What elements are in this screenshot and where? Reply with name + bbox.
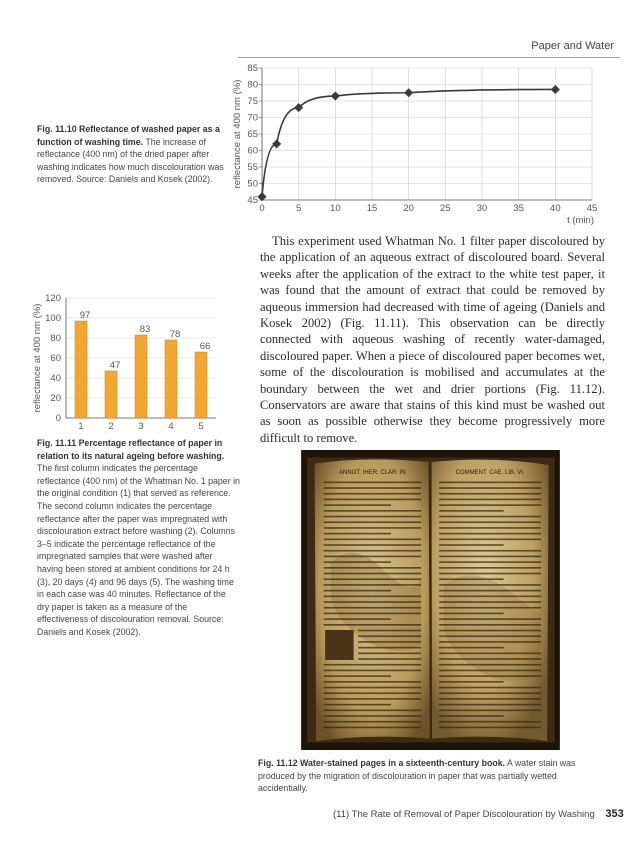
text-line: [439, 704, 541, 706]
text-line: [324, 681, 422, 683]
y-tick-label: 50: [247, 178, 258, 190]
y-tick-label: 40: [50, 373, 61, 384]
data-point: [331, 92, 340, 101]
text-line: [439, 539, 541, 541]
x-tick-label: 25: [440, 203, 451, 214]
figure-11-10-caption-title: Fig. 11.10 Reflectance of washed paper as a function of washing time.: [37, 124, 220, 147]
y-tick-label: 0: [55, 413, 61, 424]
x-axis-label: t (min): [567, 215, 594, 226]
y-tick-label: 85: [247, 63, 258, 74]
text-line: [358, 635, 421, 637]
y-tick-label: 80: [247, 79, 258, 91]
text-line: [439, 698, 541, 700]
bar: [165, 340, 177, 418]
x-tick-label: 1: [78, 421, 84, 432]
x-tick-label: 20: [403, 203, 414, 214]
figure-11-11-caption-source: Source: Daniels and Kosek (2002).: [37, 614, 224, 637]
text-line: [324, 516, 422, 518]
text-line: [324, 504, 392, 506]
y-tick-label: 120: [45, 293, 61, 304]
text-line: [439, 521, 541, 523]
y-axis-label: reflectance at 400 nm (%): [32, 303, 43, 413]
bar: [75, 321, 87, 418]
text-line: [324, 590, 392, 592]
footer-text: (11) The Rate of Removal of Paper Discolouration by Washing: [333, 809, 595, 820]
text-line: [439, 664, 541, 666]
text-line: [439, 504, 541, 506]
figure-11-12-caption-body: A water stain was produced by the migration of discolouration in paper that was partially wetted accidentially.: [258, 758, 576, 794]
text-line: [324, 710, 422, 712]
running-head: Paper and Water: [531, 40, 614, 52]
text-line: [439, 721, 541, 723]
text-line: [439, 493, 541, 495]
text-line: [324, 521, 422, 523]
text-line: [324, 607, 422, 609]
text-line: [324, 618, 392, 620]
y-tick-label: 20: [50, 393, 61, 404]
text-line: [439, 527, 541, 529]
figure-11-12-photo: [258, 450, 603, 750]
text-line: [324, 499, 422, 501]
figure-11-10-caption-body: The increase of reflectance (400 nm) of the dried paper after washing indicates how much discolouration was removed.: [37, 136, 224, 185]
text-line: [324, 550, 422, 552]
text-line: [439, 653, 541, 655]
figure-11-10-line-chart: [228, 60, 620, 226]
y-tick-label: 60: [247, 145, 258, 157]
text-line: [324, 727, 422, 729]
text-line: [324, 721, 422, 723]
bar-data-label: 47: [109, 360, 121, 371]
text-line: [324, 561, 392, 563]
book-gutter: [430, 462, 431, 740]
text-line: [324, 556, 422, 558]
text-line: [324, 692, 422, 694]
text-line: [439, 596, 541, 598]
text-line: [324, 544, 422, 546]
y-tick-label: 60: [50, 353, 61, 364]
data-point: [272, 139, 281, 148]
x-tick-label: 35: [513, 203, 524, 214]
text-line: [324, 698, 422, 700]
text-line: [358, 658, 421, 660]
text-line: [439, 556, 541, 558]
text-line: [324, 533, 392, 535]
text-line: [439, 675, 541, 677]
text-line: [439, 715, 504, 717]
left-page-header: ANNOT. IHER. CLAR. IN: [339, 470, 406, 476]
text-line: [324, 715, 422, 717]
page-footer: [333, 808, 624, 820]
text-line: [439, 658, 541, 660]
text-line: [439, 482, 541, 484]
text-line: [324, 487, 422, 489]
text-line: [439, 692, 541, 694]
figure-11-11-bar-chart: [30, 290, 220, 435]
text-line: [439, 613, 504, 615]
text-line: [324, 687, 422, 689]
y-tick-label: 75: [247, 96, 258, 107]
text-line: [439, 641, 541, 643]
x-tick-label: 10: [330, 203, 341, 214]
text-line: [439, 567, 541, 569]
x-tick-label: 40: [550, 203, 561, 214]
text-line: [439, 544, 504, 546]
text-line: [439, 624, 541, 626]
text-line: [324, 493, 422, 495]
text-line: [439, 630, 541, 632]
text-line: [439, 499, 541, 501]
y-tick-label: 80: [50, 333, 61, 344]
x-tick-label: 5: [296, 203, 302, 214]
text-line: [439, 710, 541, 712]
body-paragraph-text: This experiment used Whatman No. 1 filter paper discoloured by the application of an aqueous extract of discoloured board. Several weeks after the application of the extract to the white test paper, it was found that the amount of extract that could be removed by aqueous immersion had decreased with time of ageing (Daniels and Kosek 2002) (Fig. 11.11). This observation can be directly connected with aqueous washing of recently water-damaged, discoloured paper. When a piece of discoloured paper becomes wet, some of the discolouration is mobilised and accumulates at the boundary between the wet and drier portions (Fig. 11.12). Conservators are aware that stains of this kind must be washed out as soon as possible otherwise they become progressively more difficult to remove.: [260, 234, 605, 445]
text-line: [439, 647, 504, 649]
x-tick-label: 0: [259, 203, 265, 214]
text-line: [324, 675, 392, 677]
text-line: [439, 573, 541, 575]
text-line: [324, 527, 422, 529]
text-line: [439, 687, 541, 689]
text-line: [439, 670, 541, 672]
text-line: [439, 487, 541, 489]
text-line: [439, 618, 541, 620]
text-line: [324, 578, 422, 580]
text-line: [324, 664, 422, 666]
text-line: [439, 516, 541, 518]
text-line: [324, 601, 422, 603]
bar-data-label: 66: [199, 341, 211, 352]
text-line: [439, 510, 504, 512]
text-line: [324, 704, 392, 706]
text-line: [324, 539, 422, 541]
decorated-initial: [325, 630, 354, 660]
text-line: [358, 630, 421, 632]
bar-data-label: 78: [169, 329, 181, 340]
text-line: [324, 510, 422, 512]
text-line: [324, 584, 422, 586]
text-line: [324, 596, 422, 598]
text-line: [439, 601, 541, 603]
figure-11-11-caption-title: Fig. 11.11 Percentage reflectance of paper in relation to its natural ageing before washing.: [37, 438, 225, 461]
x-tick-label: 2: [108, 421, 114, 432]
text-line: [324, 573, 422, 575]
text-line: [324, 670, 422, 672]
bar-data-label: 83: [139, 324, 151, 335]
y-axis-label: reflectance at 400 nm (%): [232, 79, 243, 189]
figure-11-10-caption: [37, 123, 237, 186]
text-line: [439, 533, 541, 535]
page-number: 353: [605, 808, 624, 820]
header-rule: [238, 57, 620, 58]
data-point: [404, 88, 413, 97]
bar: [195, 352, 207, 418]
x-tick-label: 4: [168, 421, 174, 432]
bar: [135, 335, 147, 418]
data-point: [551, 85, 560, 94]
text-line: [439, 607, 541, 609]
text-line: [324, 613, 422, 615]
figure-11-11-caption: [37, 437, 240, 639]
figure-11-10-caption-source: Source: Daniels and Kosek (2002).: [76, 174, 213, 185]
figure-11-12-caption-title: Fig. 11.12 Water-stained pages in a sixteenth-century book.: [258, 758, 506, 768]
x-tick-label: 15: [366, 203, 378, 214]
text-line: [439, 550, 541, 552]
body-paragraph: [260, 233, 605, 446]
text-line: [439, 584, 541, 586]
text-line: [439, 681, 504, 683]
text-line: [358, 641, 421, 643]
text-line: [439, 578, 504, 580]
figure-11-12-caption-block: [258, 757, 603, 795]
text-line: [358, 647, 421, 649]
text-line: [439, 590, 541, 592]
y-tick-label: 100: [45, 313, 61, 324]
text-line: [324, 482, 422, 484]
text-line: [324, 624, 422, 626]
y-tick-label: 55: [247, 162, 258, 173]
x-tick-label: 3: [138, 421, 144, 432]
figure-11-11-caption-body: The first column indicates the percentage reflectance (400 nm) of the Whatman No. 1 paper in the original condition (1) that served as reference. The second column indicates the percentage reflectance after the paper was impregnated with discolouration extract before washing (2). Columns 3–5 indicate the percentage reflectance of the impregnated samples that were washed after having been stored at ambient conditions for 24 h (3), 20 days (4) and 96 days (5). The washing time in each case was 40 minutes. Reflectance of the dry paper is taken as a measure of the effectiveness of discolouration removal.: [37, 463, 240, 625]
x-tick-label: 30: [476, 203, 488, 214]
x-tick-label: 45: [586, 203, 598, 214]
bar: [105, 371, 117, 418]
y-tick-label: 70: [247, 112, 258, 124]
y-tick-label: 65: [247, 129, 258, 140]
y-tick-label: 45: [247, 195, 258, 206]
text-line: [358, 653, 421, 655]
right-page-header: COMMENT. CAE. LIB. VI.: [455, 470, 525, 476]
text-line: [324, 567, 422, 569]
x-tick-label: 5: [198, 421, 204, 432]
text-line: [439, 561, 541, 563]
text-line: [439, 727, 541, 729]
bar-data-label: 97: [79, 310, 91, 321]
text-line: [439, 635, 541, 637]
